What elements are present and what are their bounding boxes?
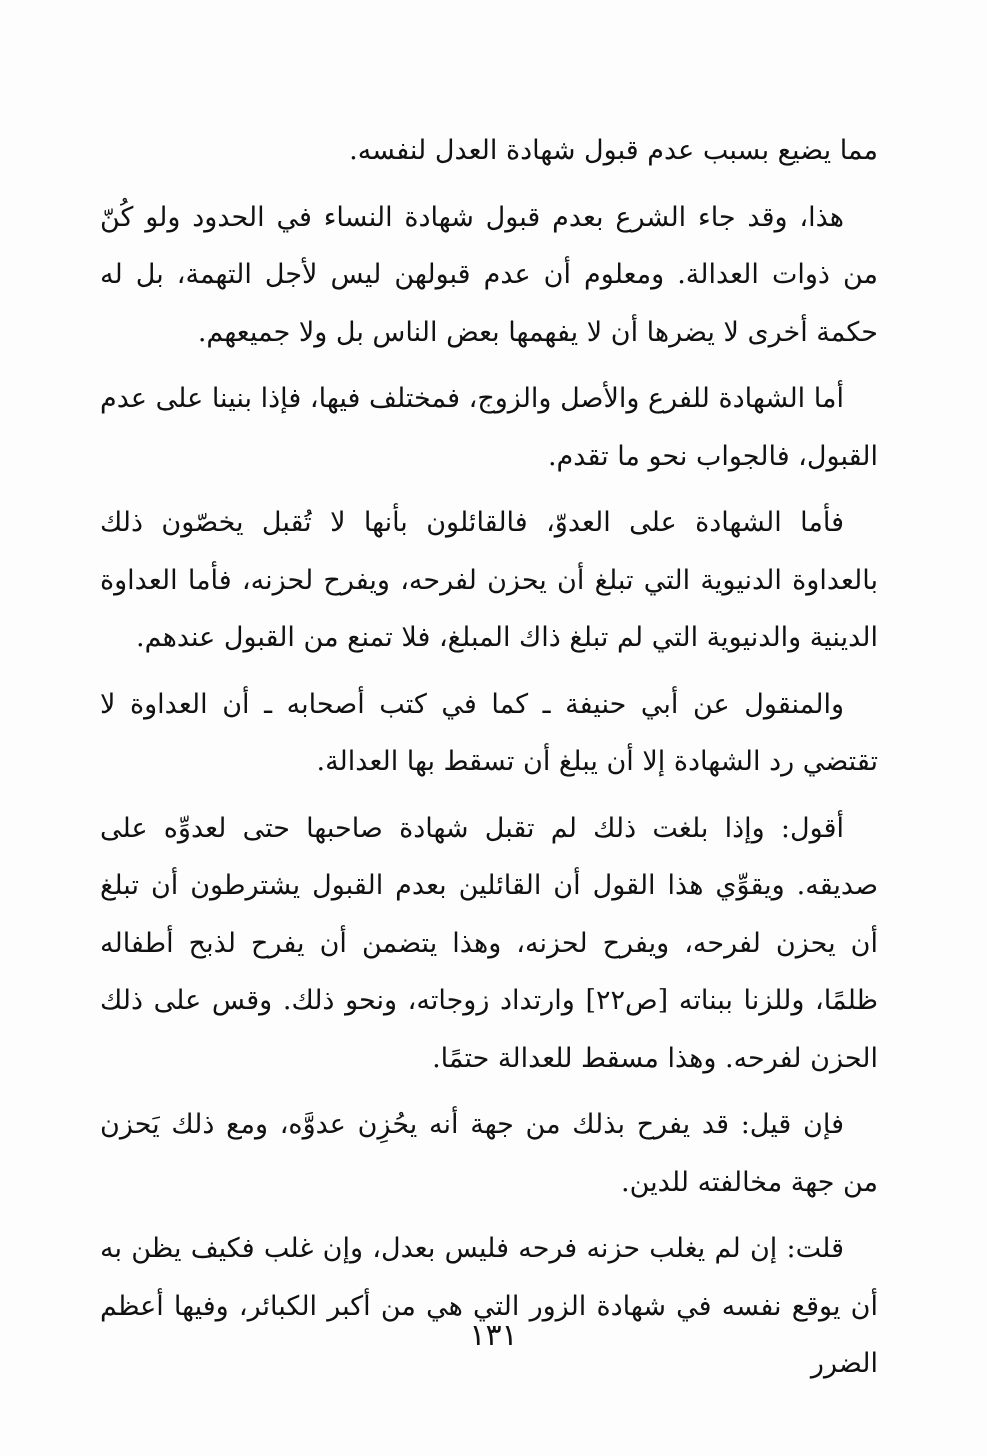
paragraph: أقول: وإذا بلغت ذلك لم تقبل شهادة صاحبها حتى لعدوِّه على صديقه. ويقوِّي هذا القول أن القائلين بعدم القبول يشترطون أن تبلغ أن يحزن لفرحه، ويفرح لحزنه، وهذا يتضمن أن يفرح لذبح أطفاله ظلمًا، وللزنا ببناته [ص٢٢] وارتداد زوجاته، ونحو ذلك. وقس على ذلك الحزن لفرحه. وهذا مسقط للعدالة حتمًا. [100, 812, 878, 1074]
paragraph: قلت: إن لم يغلب حزنه فرحه فليس بعدل، وإن غلب فكيف يظن به أن يوقع نفسه في شهادة الزور التي هي من أكبر الكبائر، وفيها أعظم الضرر [100, 1233, 878, 1379]
paragraph: مما يضيع بسبب عدم قبول شهادة العدل لنفسه. [349, 135, 878, 166]
body-text [100, 122, 878, 1393]
paragraph: والمنقول عن أبي حنيفة ـ كما في كتب أصحابه ـ أن العداوة لا تقتضي رد الشهادة إلا أن يبلغ أن تسقط بها العدالة. [100, 688, 878, 777]
paragraph: هذا، وقد جاء الشرع بعدم قبول شهادة النساء في الحدود ولو كُنّ من ذوات العدالة. ومعلوم أن عدم قبولهن ليس لأجل التهمة، بل له حكمة أخرى لا يضرها أن لا يفهمها بعض الناس بل ولا جميعهم. [100, 201, 878, 348]
paragraph: فإن قيل: قد يفرح بذلك من جهة أنه يحُزِن عدوَّه، ومع ذلك يَحزن من جهة مخالفته للدين. [100, 1109, 878, 1198]
paragraph: فأما الشهادة على العدوّ، فالقائلون بأنها لا تُقبل يخصّون ذلك بالعداوة الدنيوية التي تبلغ أن يحزن لفرحه، ويفرح لحزنه، فأما العداوة الدينية والدنيوية التي لم تبلغ ذاك المبلغ، فلا تمنع من القبول عندهم. [100, 507, 878, 653]
paragraph: أما الشهادة للفرع والأصل والزوج، فمختلف فيها، فإذا بنينا على عدم القبول، فالجواب نحو ما تقدم. [100, 383, 878, 472]
page-number: ١٣١ [469, 1318, 518, 1353]
